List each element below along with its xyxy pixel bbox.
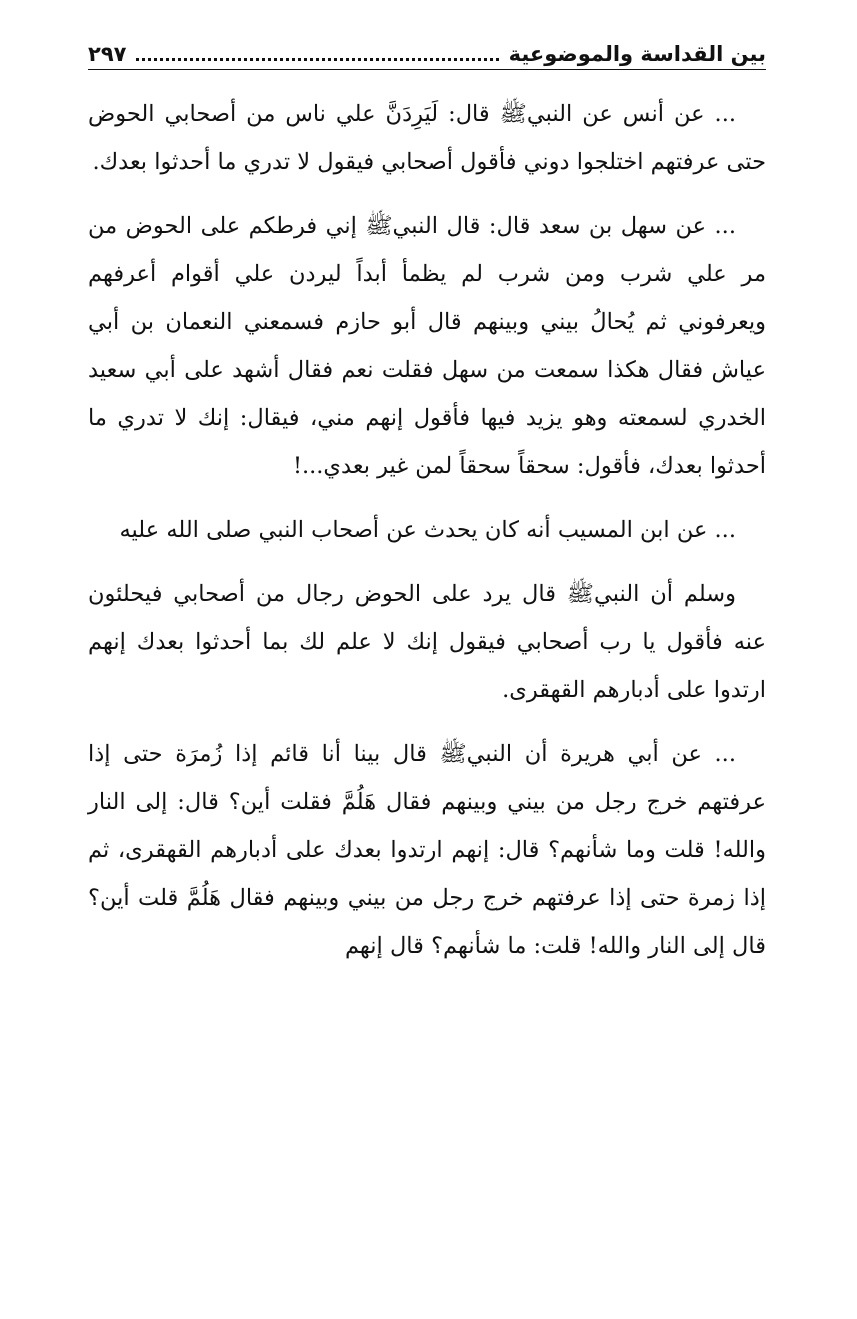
paragraph-sahl: ... عن سهل بن سعد قال: قال النبيﷺ إني فرطكم على الحوض من مر علي شرب ومن شرب لم يظمأ أبداً ليردن علي أقوام أعرفهم ويعرفوني ثم يُحالُ بيني وبينهم قال أبو حازم فسمعني النعمان بن أبي عياش فقال هكذا سمعت من سهل فقلت نعم فقال أشهد على أبي سعيد الخدري لسمعته وهو يزيد فيها فأقول إنهم مني، فيقال: إنك لا تدري ما أحدثوا بعدك، فأقول: سحقاً سحقاً لمن غير بعدي...!: [88, 213, 766, 479]
page-number: ٢٩٧: [88, 42, 127, 66]
body-text: [88, 90, 766, 970]
paragraph-ibn-al-musayyib: ... عن ابن المسيب أنه كان يحدث عن أصحاب النبي صلى الله عليه: [119, 517, 736, 543]
paragraph-continuation: وسلم أن النبيﷺ قال يرد على الحوض رجال من أصحابي فيحلئون عنه فأقول يا رب أصحابي فيقول إنك لا علم لك بما أحدثوا بعدك إنهم ارتدوا على أدبارهم القهقرى.: [88, 581, 766, 703]
dot-leader: [136, 58, 498, 61]
paragraph-abu-hurairah: ... عن أبي هريرة أن النبيﷺ قال بينا أنا قائم إذا زُمرَة حتى إذا عرفتهم خرج رجل من بيني وبينهم فقال هَلُمَّ فقلت أين؟ قال: إلى النار والله! قلت وما شأنهم؟ قال: إنهم ارتدوا بعدك على أدبارهم القهقرى، ثم إذا زمرة حتى إذا عرفتهم خرج رجل من بيني وبينهم فقال هَلُمَّ قلت أين؟ قال إلى النار والله! قلت: ما شأنهم؟ قال إنهم: [88, 741, 766, 959]
paragraph-anas: ... عن أنس عن النبيﷺ قال: لَيَرِدَنَّ علي ناس من أصحابي الحوض حتى عرفتهم اختلجوا دوني فأقول أصحابي فيقول لا تدري ما أحدثوا بعدك.: [88, 101, 766, 175]
running-title: بين القداسة والموضوعية: [508, 42, 766, 66]
document-page: [88, 30, 766, 986]
running-header: [88, 30, 766, 70]
